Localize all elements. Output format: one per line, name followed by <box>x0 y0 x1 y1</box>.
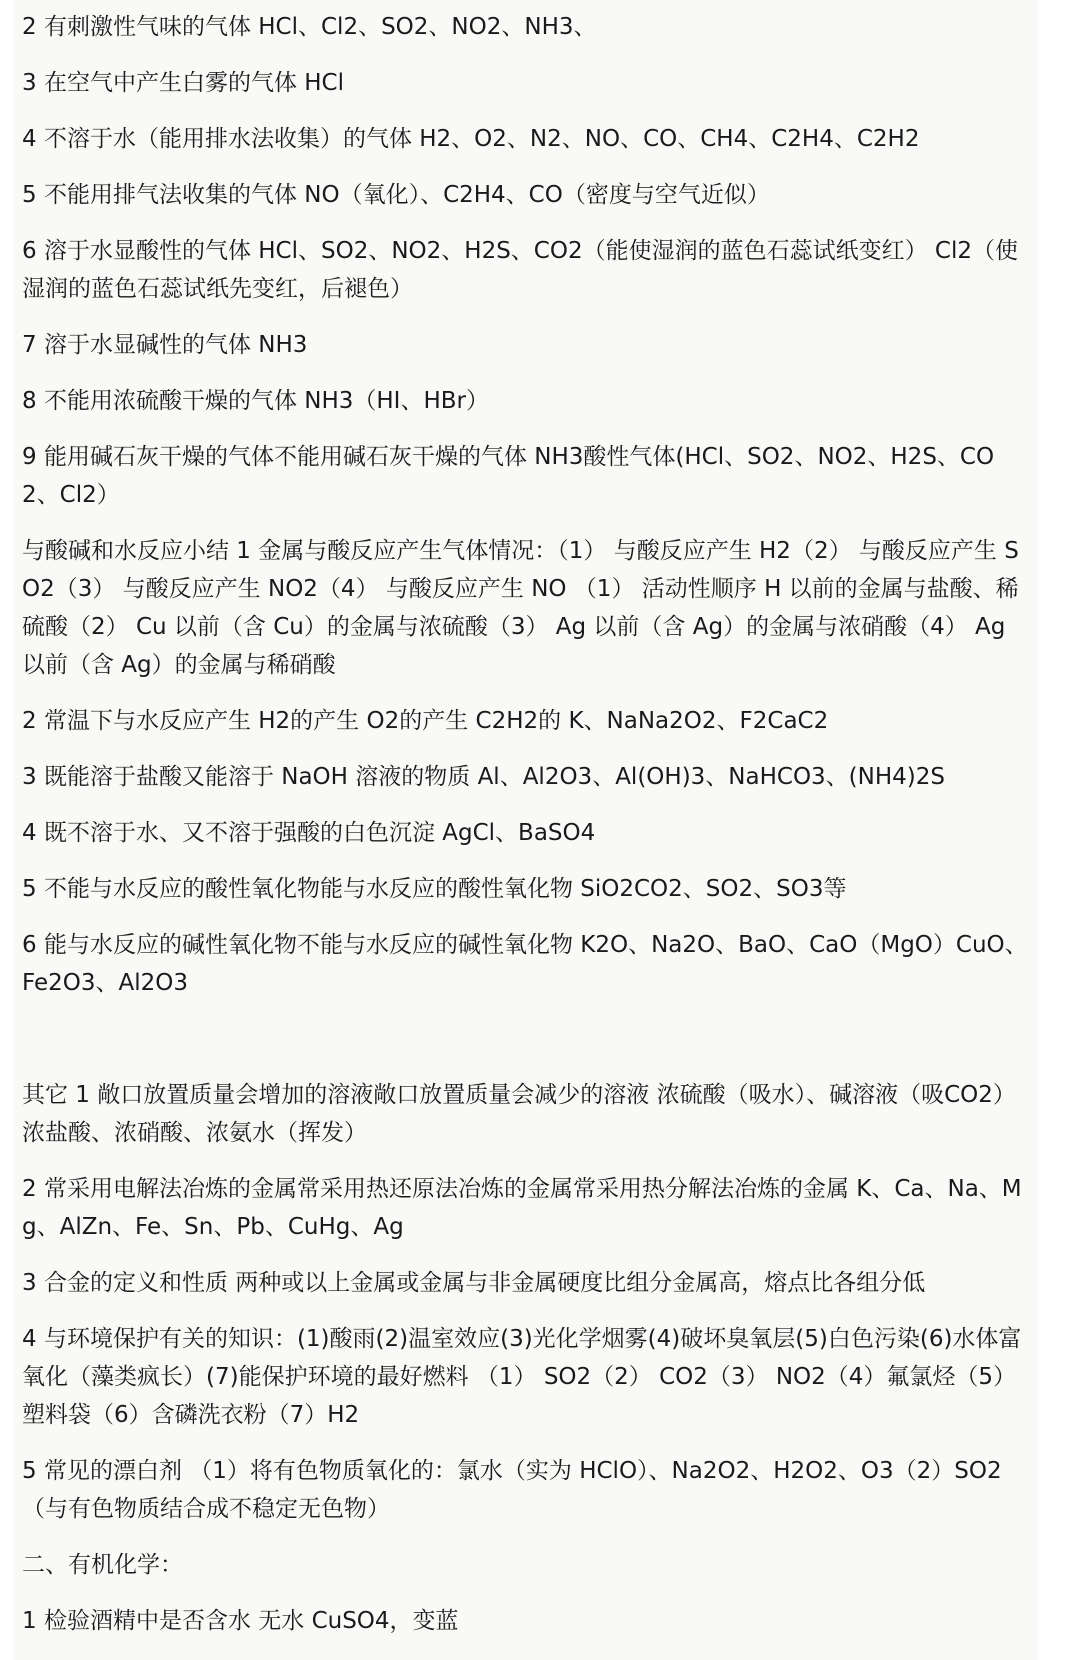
paragraph: 5 不能与水反应的酸性氧化物能与水反应的酸性氧化物 SiO2CO2、SO2、SO3等 <box>22 876 847 902</box>
paragraph: 1 检验酒精中是否含水 无水 CuSO4，变蓝 <box>22 1608 459 1634</box>
section-top <box>22 8 1030 1002</box>
paragraph: 4 不溶于水（能用排水法收集）的气体 H2、O2、N2、NO、CO、CH4、C2H4、C2H2 <box>22 126 920 152</box>
paragraph: 3 既能溶于盐酸又能溶于 NaOH 溶液的物质 Al、Al2O3、Al(OH)3、NaHCO3、(NH4)2S <box>22 764 945 790</box>
paragraph: 8 不能用浓硫酸干燥的气体 NH3（HI、HBr） <box>22 388 489 414</box>
section-gap <box>22 1020 1030 1076</box>
paragraph: 7 溶于水显碱性的气体 NH3 <box>22 332 308 358</box>
paragraph: 3 在空气中产生白雾的气体 HCl <box>22 70 344 96</box>
paragraph: 其它 1 敞口放置质量会增加的溶液敞口放置质量会减少的溶液 浓硫酸（吸水）、碱溶液（吸CO2）浓盐酸、浓硝酸、浓氨水（挥发） <box>22 1082 1016 1146</box>
paragraph: 与酸碱和水反应小结 1 金属与酸反应产生气体情况：（1） 与酸反应产生 H2（2） 与酸反应产生 SO2（3） 与酸反应产生 NO2（4） 与酸反应产生 NO （1） 活动性顺序 H 以前的金属与盐酸、稀硫酸（2） Cu 以前（含 Cu）的金属与浓硫酸（3） Ag 以前（含 Ag）的金属与浓硝酸（4） Ag 以前（含 Ag）的金属与稀硝酸 <box>22 538 1019 678</box>
paragraph: 6 溶于水显酸性的气体 HCl、SO2、NO2、H2S、CO2（能使湿润的蓝色石蕊试纸变红） Cl2（使湿润的蓝色石蕊试纸先变红，后褪色） <box>22 238 1018 302</box>
paragraph: 2 常温下与水反应产生 H2的产生 O2的产生 C2H2的 K、NaNa2O2、F2CaC2 <box>22 708 829 734</box>
section-bottom <box>22 1076 1030 1640</box>
paragraph: 4 既不溶于水、又不溶于强酸的白色沉淀 AgCl、BaSO4 <box>22 820 596 846</box>
section-heading: 二、有机化学： <box>22 1552 183 1578</box>
paragraph: 2 常采用电解法冶炼的金属常采用热还原法冶炼的金属常采用热分解法冶炼的金属 K、Ca、Na、Mg、AlZn、Fe、Sn、Pb、CuHg、Ag <box>22 1176 1022 1240</box>
paragraph: 5 常见的漂白剂 （1）将有色物质氧化的：氯水（实为 HClO）、Na2O2、H2O2、O3（2）SO2（与有色物质结合成不稳定无色物） <box>22 1458 1002 1522</box>
paragraph: 6 能与水反应的碱性氧化物不能与水反应的碱性氧化物 K2O、Na2O、BaO、CaO（MgO）CuO、Fe2O3、Al2O3 <box>22 932 1028 996</box>
document-page <box>14 0 1038 1660</box>
paragraph: 3 合金的定义和性质 两种或以上金属或金属与非金属硬度比组分金属高，熔点比各组分低 <box>22 1270 926 1296</box>
paragraph: 2 有刺激性气味的气体 HCl、Cl2、SO2、NO2、NH3、 <box>22 14 597 40</box>
paragraph: 9 能用碱石灰干燥的气体不能用碱石灰干燥的气体 NH3酸性气体(HCl、SO2、NO2、H2S、CO2、Cl2） <box>22 444 995 508</box>
paragraph: 4 与环境保护有关的知识：(1)酸雨(2)温室效应(3)光化学烟雾(4)破坏臭氧层(5)白色污染(6)水体富氧化（藻类疯长）(7)能保护环境的最好燃料 （1） SO2（2） CO2（3） NO2（4）氟氯烃（5）塑料袋（6）含磷洗衣粉（7）H2 <box>22 1326 1022 1428</box>
paragraph: 5 不能用排气法收集的气体 NO（氧化）、C2H4、CO（密度与空气近似） <box>22 182 770 208</box>
